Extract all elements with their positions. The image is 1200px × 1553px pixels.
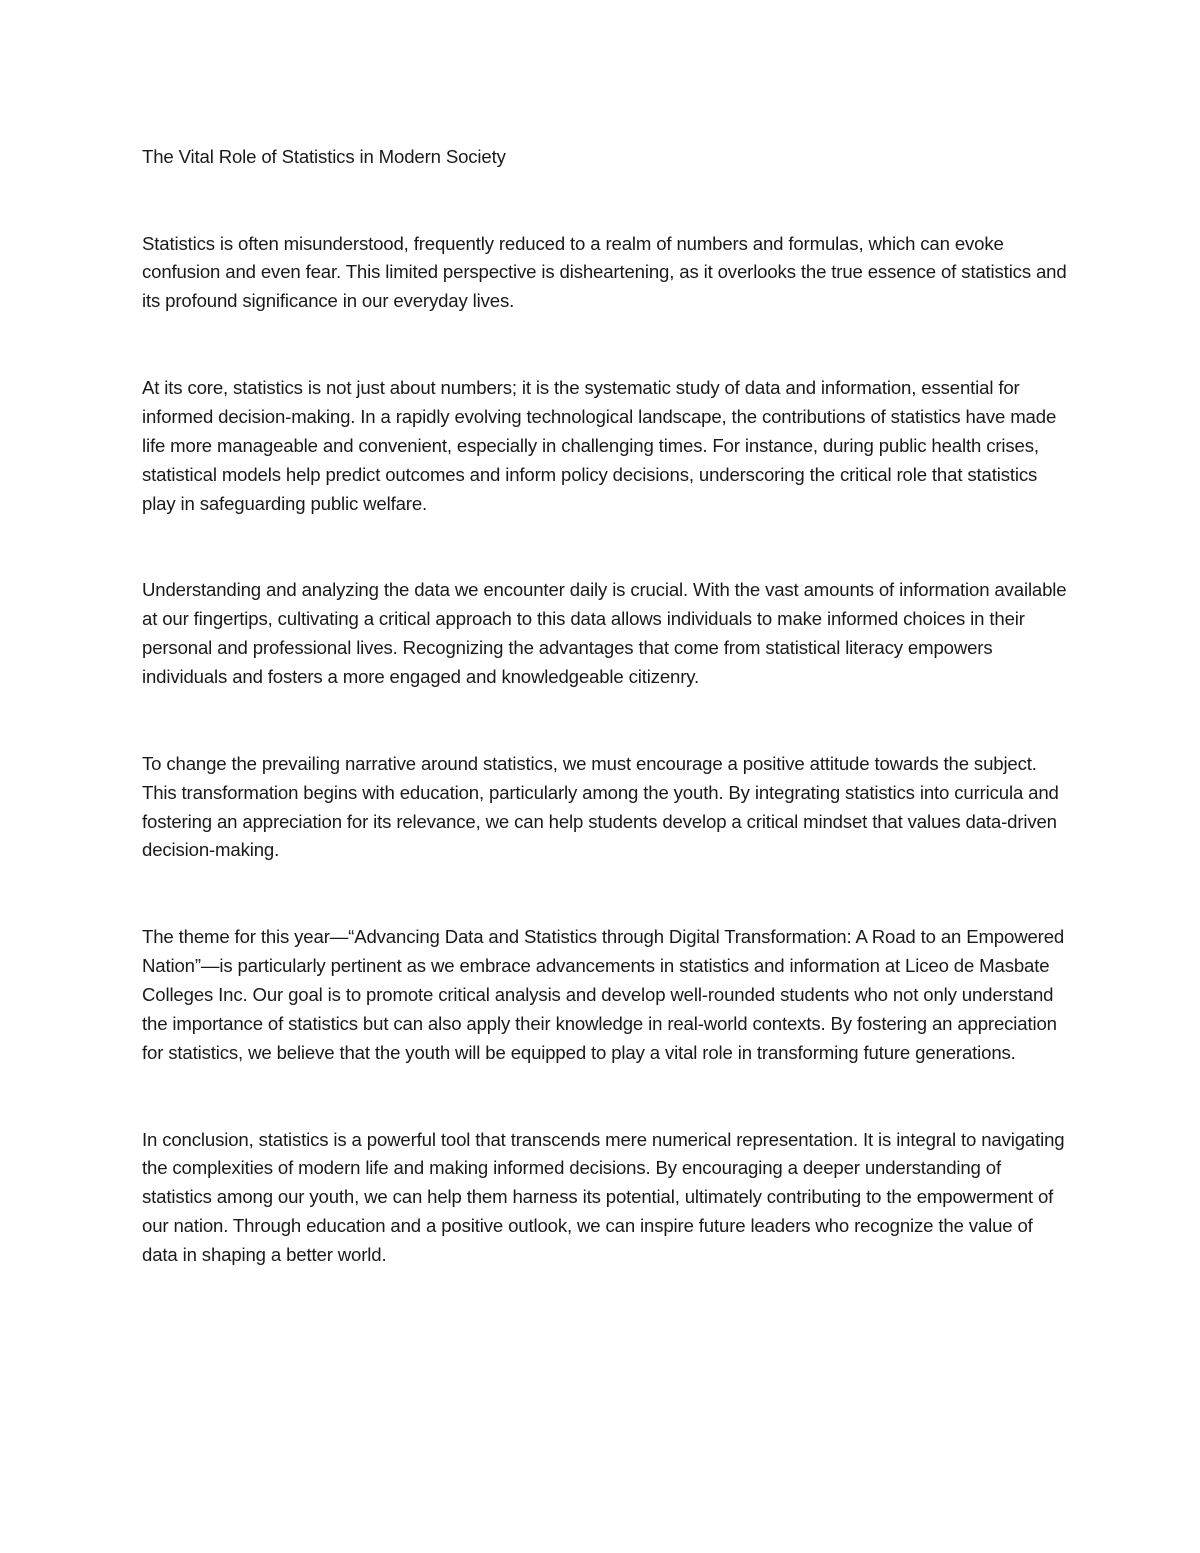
paragraph-spacer [142,519,1072,577]
paragraph-intro: Statistics is often misunderstood, frequently reduced to a realm of numbers and formulas, which can evoke confusion and even fear. This limited perspective is disheartening, as it overlooks the true essence of statistics and its profound significance in our everyday lives. [142,232,1067,312]
paragraph-narrative: To change the prevailing narrative around statistics, we must encourage a positive attitude towards the subject. This transformation begins with education, particularly among the youth. By integrating statistics into curricula and fostering an appreciation for its relevance, we can help students develop a critical mindset that values data-driven decision-making. [142,752,1059,861]
paragraph-conclusion: In conclusion, statistics is a powerful tool that transcends mere numerical representation. It is integral to navigating the complexities of modern life and making informed decisions. By encouraging a deeper understanding of statistics among our youth, we can help them harness its potential, ultimately contributing to the empowerment of our nation. Through education and a positive outlook, we can inspire future leaders who recognize the value of data in shaping a better world. [142,1128,1065,1266]
document-title: The Vital Role of Statistics in Modern Society [142,146,506,167]
document-body [142,143,1072,1270]
paragraph-spacer [142,1068,1072,1126]
title-spacer [142,172,1072,230]
paragraph-spacer [142,692,1072,750]
paragraph-understanding: Understanding and analyzing the data we encounter daily is crucial. With the vast amounts of information available at our fingertips, cultivating a critical approach to this data allows individuals to make informed choices in their personal and professional lives. Recognizing the advantages that come from statistical literacy empowers individuals and fosters a more engaged and knowledgeable citizenry. [142,579,1067,688]
paragraph-theme: The theme for this year—“Advancing Data and Statistics through Digital Transformation: A Road to an Empowered Nation”—is particularly pertinent as we embrace advancements in statistics and information at Liceo de Masbate Colleges Inc. Our goal is to promote critical analysis and develop well-rounded students who not only understand the importance of statistics but can also apply their knowledge in real-world contexts. By fostering an appreciation for statistics, we believe that the youth will be equipped to play a vital role in transforming future generations. [142,926,1065,1063]
paragraph-spacer [142,865,1072,923]
paragraph-spacer [142,316,1072,374]
paragraph-core: At its core, statistics is not just about numbers; it is the systematic study of data and information, essential for informed decision-making. In a rapidly evolving technological landscape, the contributions of statistics have made life more manageable and convenient, especially in challenging times. For instance, during public health crises, statistical models help predict outcomes and inform policy decisions, underscoring the critical role that statistics play in safeguarding public welfare. [142,377,1057,514]
